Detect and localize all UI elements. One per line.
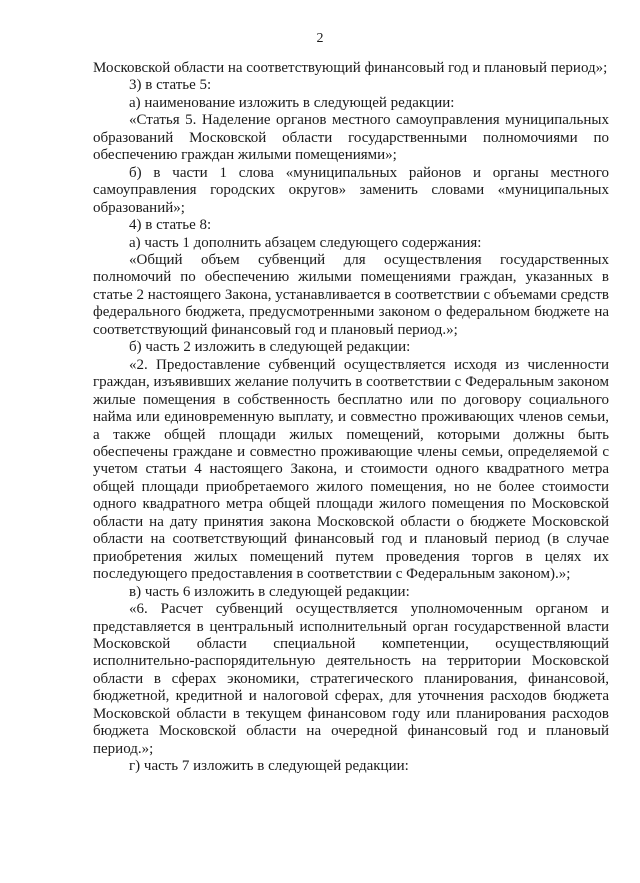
- document-body: [93, 60, 609, 776]
- paragraph-10: в) часть 6 изложить в следующей редакции:: [129, 583, 410, 600]
- paragraph-1: 3) в статье 5:: [129, 77, 212, 94]
- paragraph-7: «Общий объем субвенций для осуществления государственных полномочий по обеспечению жилыми помещениями граждан, указанных в статье 2 настоящего Закона, устанавливается в соответствии с объемами средств федерального бюджета, предусмотренными законом о федеральном бюджете на соответствующий финансовый год и плановый период.»;: [93, 251, 609, 338]
- paragraph-12: г) часть 7 изложить в следующей редакции:: [129, 758, 409, 775]
- paragraph-3: «Статья 5. Наделение органов местного самоуправления муниципальных образований Московской области государственными полномочиями по обеспечению граждан жилыми помещениями»;: [93, 112, 609, 164]
- paragraph-4: б) в части 1 слова «муниципальных районов и органы местного самоуправления городских округов» заменить словами «муниципальных образований»;: [93, 164, 609, 216]
- paragraph-9: «2. Предоставление субвенций осуществляется исходя из численности граждан, изъявивших желание получить в соответствии с Федеральным законом жилые помещения в собственность бесплатно или по договору социального найма или единовременную выплату, и совместно проживающих членов семьи, а также общей площади жилых помещений, которыми должны быть обеспечены граждане и совместно проживающие члены семьи, определяемой с учетом статьи 4 настоящего Закона, и стоимости одного квадратного метра общей площади приобретаемого жилого помещения, но не более стоимости одного квадратного метра общей площади жилого помещения по Московской области на дату принятия закона Московской области о бюджете Московской области на соответствующий финансовый год и плановый период (в случае приобретения жилых помещений путем проведения торгов в целях их последующего предоставления в соответствии с Федеральным законом).»;: [93, 356, 609, 583]
- paragraph-8: б) часть 2 изложить в следующей редакции:: [129, 339, 411, 356]
- page-number: 2: [316, 31, 324, 46]
- paragraph-5: 4) в статье 8:: [129, 217, 212, 234]
- paragraph-2: а) наименование изложить в следующей редакции:: [129, 94, 455, 111]
- paragraph-11: «6. Расчет субвенций осуществляется уполномоченным органом и представляется в центральный исполнительный орган государственной власти Московской области специальной компетенции, осуществляющий исполнительно-распорядительную деятельность на территории Московской области в сферах экономики, стратегического планирования, финансовой, бюджетной, кредитной и налоговой сферах, для уточнения расходов бюджета Московской области в текущем финансовом году или планирования расходов бюджета Московской области на очередной финансовый год и плановый период.»;: [93, 601, 609, 757]
- paragraph-0: Московской области на соответствующий финансовый год и плановый период»;: [93, 60, 608, 76]
- paragraph-6: а) часть 1 дополнить абзацем следующего содержания:: [129, 234, 482, 251]
